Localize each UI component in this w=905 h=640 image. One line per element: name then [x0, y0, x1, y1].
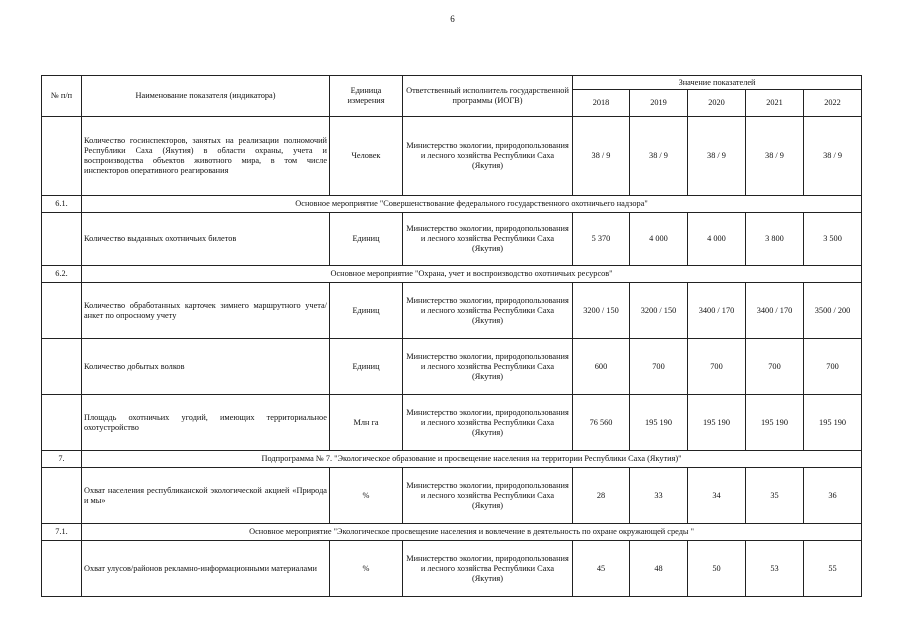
- indicator-unit: Человек: [330, 117, 403, 196]
- value-cell: 36: [804, 468, 862, 524]
- header-year: 2021: [746, 90, 804, 117]
- header-year: 2020: [688, 90, 746, 117]
- indicator-unit: Единиц: [330, 339, 403, 395]
- section-title: Основное мероприятие "Совершенствование федерального государственного охотничьего надзора": [82, 196, 862, 213]
- section-row: [42, 266, 862, 283]
- value-cell: 3 800: [746, 213, 804, 266]
- section-row: [42, 451, 862, 468]
- responsible-executor: Министерство экологии, природопользования и лесного хозяйства Республики Саха (Якутия): [403, 339, 573, 395]
- header-year: 2018: [573, 90, 630, 117]
- row-num: [42, 213, 82, 266]
- table-row: [42, 117, 862, 196]
- responsible-executor: Министерство экологии, природопользования и лесного хозяйства Республики Саха (Якутия): [403, 213, 573, 266]
- value-cell: 4 000: [630, 213, 688, 266]
- value-cell: 38 / 9: [746, 117, 804, 196]
- indicator-unit: Единиц: [330, 213, 403, 266]
- header-values: Значение показателей: [573, 76, 862, 90]
- row-num: [42, 541, 82, 597]
- table-row: [42, 541, 862, 597]
- table-row: [42, 213, 862, 266]
- value-cell: 48: [630, 541, 688, 597]
- value-cell: 50: [688, 541, 746, 597]
- page-number: 6: [450, 14, 455, 24]
- section-title: Подпрограмма № 7. "Экологическое образование и просвещение населения на территории Республики Саха (Якутия)": [82, 451, 862, 468]
- value-cell: 700: [746, 339, 804, 395]
- responsible-executor: Министерство экологии, природопользования и лесного хозяйства Республики Саха (Якутия): [403, 117, 573, 196]
- indicator-unit: Единиц: [330, 283, 403, 339]
- indicator-unit: %: [330, 468, 403, 524]
- table-row: [42, 395, 862, 451]
- value-cell: 38 / 9: [573, 117, 630, 196]
- value-cell: 76 560: [573, 395, 630, 451]
- table-row: [42, 468, 862, 524]
- value-cell: 38 / 9: [688, 117, 746, 196]
- indicator-name: Площадь охотничьих угодий, имеющих территориальное охотустройство: [82, 395, 330, 451]
- responsible-executor: Министерство экологии, природопользования и лесного хозяйства Республики Саха (Якутия): [403, 395, 573, 451]
- value-cell: 700: [630, 339, 688, 395]
- responsible-executor: Министерство экологии, природопользования и лесного хозяйства Республики Саха (Якутия): [403, 541, 573, 597]
- value-cell: 195 190: [688, 395, 746, 451]
- value-cell: 700: [804, 339, 862, 395]
- value-cell: 3400 / 170: [746, 283, 804, 339]
- value-cell: 53: [746, 541, 804, 597]
- value-cell: 55: [804, 541, 862, 597]
- row-num: [42, 339, 82, 395]
- responsible-executor: Министерство экологии, природопользования и лесного хозяйства Республики Саха (Якутия): [403, 283, 573, 339]
- header-responsible: Ответственный исполнитель государственной программы (ИОГВ): [403, 76, 573, 117]
- row-num: [42, 468, 82, 524]
- section-row: [42, 196, 862, 213]
- indicator-name: Количество добытых волков: [82, 339, 330, 395]
- section-num: 7.1.: [42, 524, 82, 541]
- section-row: [42, 524, 862, 541]
- row-num: [42, 117, 82, 196]
- value-cell: 34: [688, 468, 746, 524]
- value-cell: 700: [688, 339, 746, 395]
- indicator-name: Количество выданных охотничьих билетов: [82, 213, 330, 266]
- row-num: [42, 395, 82, 451]
- section-title: Основное мероприятие "Охрана, учет и воспроизводство охотничьих ресурсов": [82, 266, 862, 283]
- header-unit: Единица измерения: [330, 76, 403, 117]
- section-num: 6.1.: [42, 196, 82, 213]
- header-row: [42, 76, 862, 90]
- section-title: Основное мероприятие "Экологическое просвещение населения и вовлечение в деятельность по охране окружающей среды ": [82, 524, 862, 541]
- indicator-unit: Млн га: [330, 395, 403, 451]
- indicator-name: Охват населения республиканской экологической акцией «Природа и мы»: [82, 468, 330, 524]
- table-row: [42, 283, 862, 339]
- value-cell: 3200 / 150: [630, 283, 688, 339]
- value-cell: 5 370: [573, 213, 630, 266]
- responsible-executor: Министерство экологии, природопользования и лесного хозяйства Республики Саха (Якутия): [403, 468, 573, 524]
- header-name: Наименование показателя (индикатора): [82, 76, 330, 117]
- value-cell: 195 190: [746, 395, 804, 451]
- header-num: № п/п: [42, 76, 82, 117]
- indicator-name: Количество обработанных карточек зимнего маршрутного учета/анкет по опросному учету: [82, 283, 330, 339]
- row-num: [42, 283, 82, 339]
- section-num: 7.: [42, 451, 82, 468]
- header-year: 2019: [630, 90, 688, 117]
- value-cell: 600: [573, 339, 630, 395]
- value-cell: 33: [630, 468, 688, 524]
- indicator-name: Количество госинспекторов, занятых на реализации полномочий Республики Саха (Якутия) в области охраны, учета и воспроизводства объектов животного мира, в том числе инспекторов оперативного реагирования: [82, 117, 330, 196]
- indicator-unit: %: [330, 541, 403, 597]
- indicators-table: [41, 75, 862, 597]
- value-cell: 3200 / 150: [573, 283, 630, 339]
- value-cell: 28: [573, 468, 630, 524]
- value-cell: 3500 / 200: [804, 283, 862, 339]
- indicator-name: Охват улусов/районов рекламно-информационными материалами: [82, 541, 330, 597]
- value-cell: 195 190: [804, 395, 862, 451]
- table-row: [42, 339, 862, 395]
- value-cell: 4 000: [688, 213, 746, 266]
- value-cell: 38 / 9: [804, 117, 862, 196]
- value-cell: 35: [746, 468, 804, 524]
- value-cell: 3400 / 170: [688, 283, 746, 339]
- header-year: 2022: [804, 90, 862, 117]
- section-num: 6.2.: [42, 266, 82, 283]
- value-cell: 38 / 9: [630, 117, 688, 196]
- value-cell: 195 190: [630, 395, 688, 451]
- value-cell: 45: [573, 541, 630, 597]
- value-cell: 3 500: [804, 213, 862, 266]
